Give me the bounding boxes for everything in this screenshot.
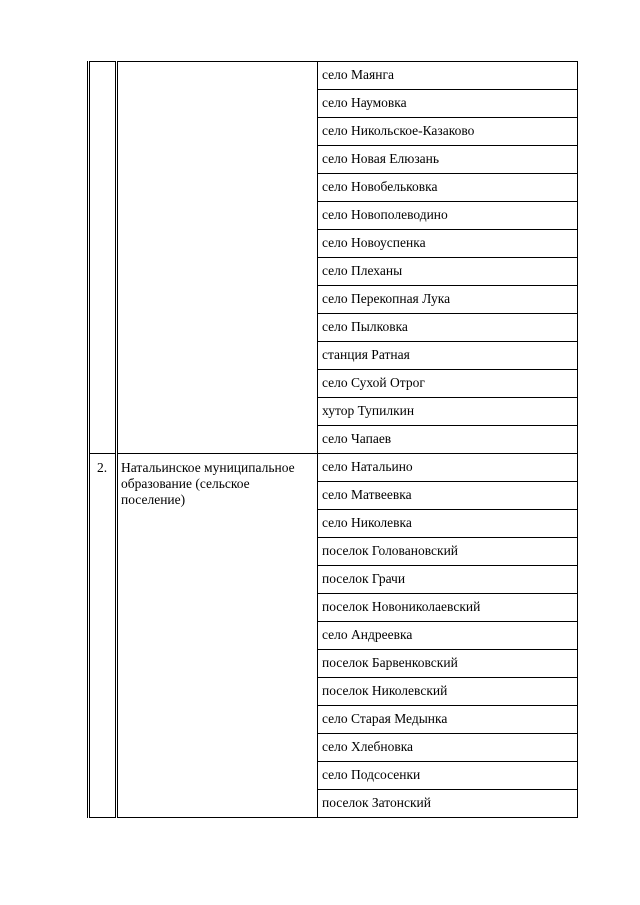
settlement-cell: село Никольское-Казаково <box>318 118 578 146</box>
settlement-cell: село Андреевка <box>318 622 578 650</box>
table-row <box>89 454 578 482</box>
settlement-cell: поселок Головановский <box>318 538 578 566</box>
settlement-cell: хутор Тупилкин <box>318 398 578 426</box>
row-number-cell <box>89 62 117 454</box>
settlement-cell: село Плеханы <box>318 258 578 286</box>
settlement-cell: поселок Барвенковский <box>318 650 578 678</box>
settlement-cell: село Новоуспенка <box>318 230 578 258</box>
settlements-table-body <box>89 62 578 818</box>
settlements-table <box>87 61 578 818</box>
municipality-cell: Натальинское муниципальное образование (сельское поселение) <box>117 454 318 818</box>
settlement-cell: село Чапаев <box>318 426 578 454</box>
settlement-cell: село Маянга <box>318 62 578 90</box>
settlement-cell: поселок Грачи <box>318 566 578 594</box>
settlement-cell: село Хлебновка <box>318 734 578 762</box>
settlement-cell: село Новобельковка <box>318 174 578 202</box>
row-number-cell: 2. <box>89 454 117 818</box>
settlement-cell: поселок Новониколаевский <box>318 594 578 622</box>
settlement-cell: село Наумовка <box>318 90 578 118</box>
settlement-cell: село Подсосенки <box>318 762 578 790</box>
settlement-cell: село Новая Елюзань <box>318 146 578 174</box>
settlement-cell: село Натальино <box>318 454 578 482</box>
settlement-cell: село Новополеводино <box>318 202 578 230</box>
settlement-cell: село Николевка <box>318 510 578 538</box>
settlement-cell: село Старая Медынка <box>318 706 578 734</box>
table-row <box>89 62 578 90</box>
settlement-cell: село Сухой Отрог <box>318 370 578 398</box>
settlement-cell: село Пылковка <box>318 314 578 342</box>
settlement-cell: станция Ратная <box>318 342 578 370</box>
settlement-cell: село Матвеевка <box>318 482 578 510</box>
settlement-cell: поселок Николевский <box>318 678 578 706</box>
settlement-cell: село Перекопная Лука <box>318 286 578 314</box>
settlement-cell: поселок Затонский <box>318 790 578 818</box>
municipality-cell <box>117 62 318 454</box>
